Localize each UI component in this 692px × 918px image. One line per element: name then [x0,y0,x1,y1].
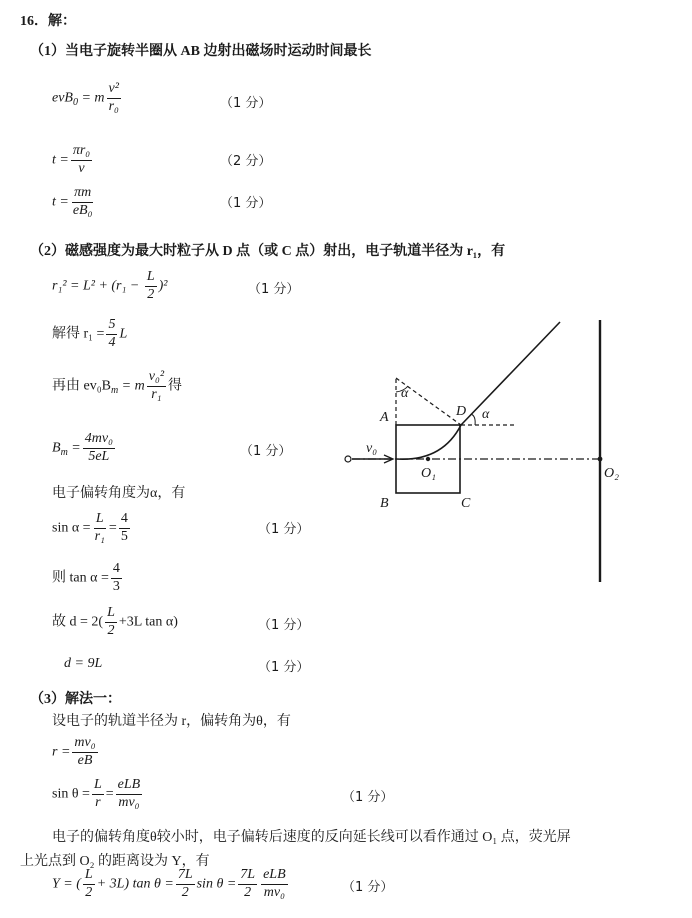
label-c: C [461,496,471,511]
part1-heading: （1）当电子旋转半圈从 AB 边射出磁场时运动时间最长 [30,44,372,59]
part3-y-score: （1 分） [342,880,394,895]
o1-point [426,457,430,461]
o2-point [598,457,603,462]
part1-eq1-score: （1 分） [220,96,272,111]
part2-d2-score: （1 分） [258,660,310,675]
exit-trajectory [461,322,560,425]
label-o1: O₁ [421,466,436,481]
label-b: B [380,496,389,511]
part2-sin-score: （1 分） [258,522,310,537]
trajectory-arc [396,425,461,459]
part2-eq1-score: （1 分） [248,282,300,297]
part2-heading: （2）磁感强度为最大时粒子从 D 点（或 C 点）射出，电子轨道半径为 r₁，有 [30,244,506,259]
part1-eq2-score: （2 分） [220,154,272,169]
part3-heading: （3）解法一： [30,692,121,707]
part1-eq2: t = $\frac{\text{πr₀}}{v}$ [52,143,91,176]
part2-tan: 则 tan α = $\frac{4}{3}$ [52,561,120,594]
part2-bm: $B_m$ = $\frac{\text{4mv₀}}{5eL}$ [52,431,113,464]
problem-number: 16．解： [20,14,76,29]
label-alpha-2: α [482,407,490,422]
label-o2: O₂ [604,466,619,481]
part3-sin-score: （1 分） [342,790,394,805]
part2-d1: 故 d = 2( $\frac{L}{2}$ +3L tan α) [52,605,178,638]
label-alpha-1: α [401,386,409,401]
part3-intro: 设电子的轨道半径为 r，偏转角为θ，有 [52,714,291,729]
part1-eq3-score: （1 分） [220,196,272,211]
label-a: A [380,410,389,425]
emitter-point [345,456,351,462]
part2-sin: sin α = $\frac{L}{\text{r₁}}$ = $\frac{4}{5}$ [52,511,128,544]
part2-again: 再由 $ev_0B_m = m$ $\frac{\text{v₀²}}{\text{r₁}}$ 得 [52,369,183,402]
part1-eq1: evB$_0$ = m $\frac{\text{v²}}{\text{r₀}}$ [52,81,119,114]
part2-eq1: r₁² = L² + (r₁ − $\frac{L}{2}$ )² [52,269,168,302]
part2-deflect: 电子偏转角度为α，有 [52,486,186,501]
part2-d1-score: （1 分） [258,618,310,633]
part3-sin: sin θ = $\frac{L}{r}$ = $\frac{\text{eLB}}{\text{mv₀}}$ [52,777,141,810]
part2-solve: 解得 r₁ = $\frac{5}{4}$ L [52,317,128,350]
part3-explain-1: 电子的偏转角度θ较小时，电子偏转后速度的反向延长线可以看作通过 O₁ 点，荧光屏 [52,830,571,845]
part2-bm-score: （1 分） [240,444,292,459]
part1-eq3: t = $\frac{\pi m}{\text{eB₀}}$ [52,185,93,218]
part3-r: r = $\frac{\text{mv₀}}{eB}$ [52,735,96,768]
part3-explain-2: 上光点到 O₂ 的距离设为 Y，有 [20,854,210,869]
part3-y: Y = ( $\frac{L}{2}$ + 3L) tan θ = $\frac{7L}{2}$ sin θ = $\frac{7L}{2}$ $\frac{\text{eLB}}{\text{mv₀}}$ [52,867,286,900]
label-d: D [456,404,467,419]
alpha-arc-2 [471,414,475,425]
part2-d2: d = 9L [64,656,103,671]
label-v0: v₀ [366,441,378,456]
